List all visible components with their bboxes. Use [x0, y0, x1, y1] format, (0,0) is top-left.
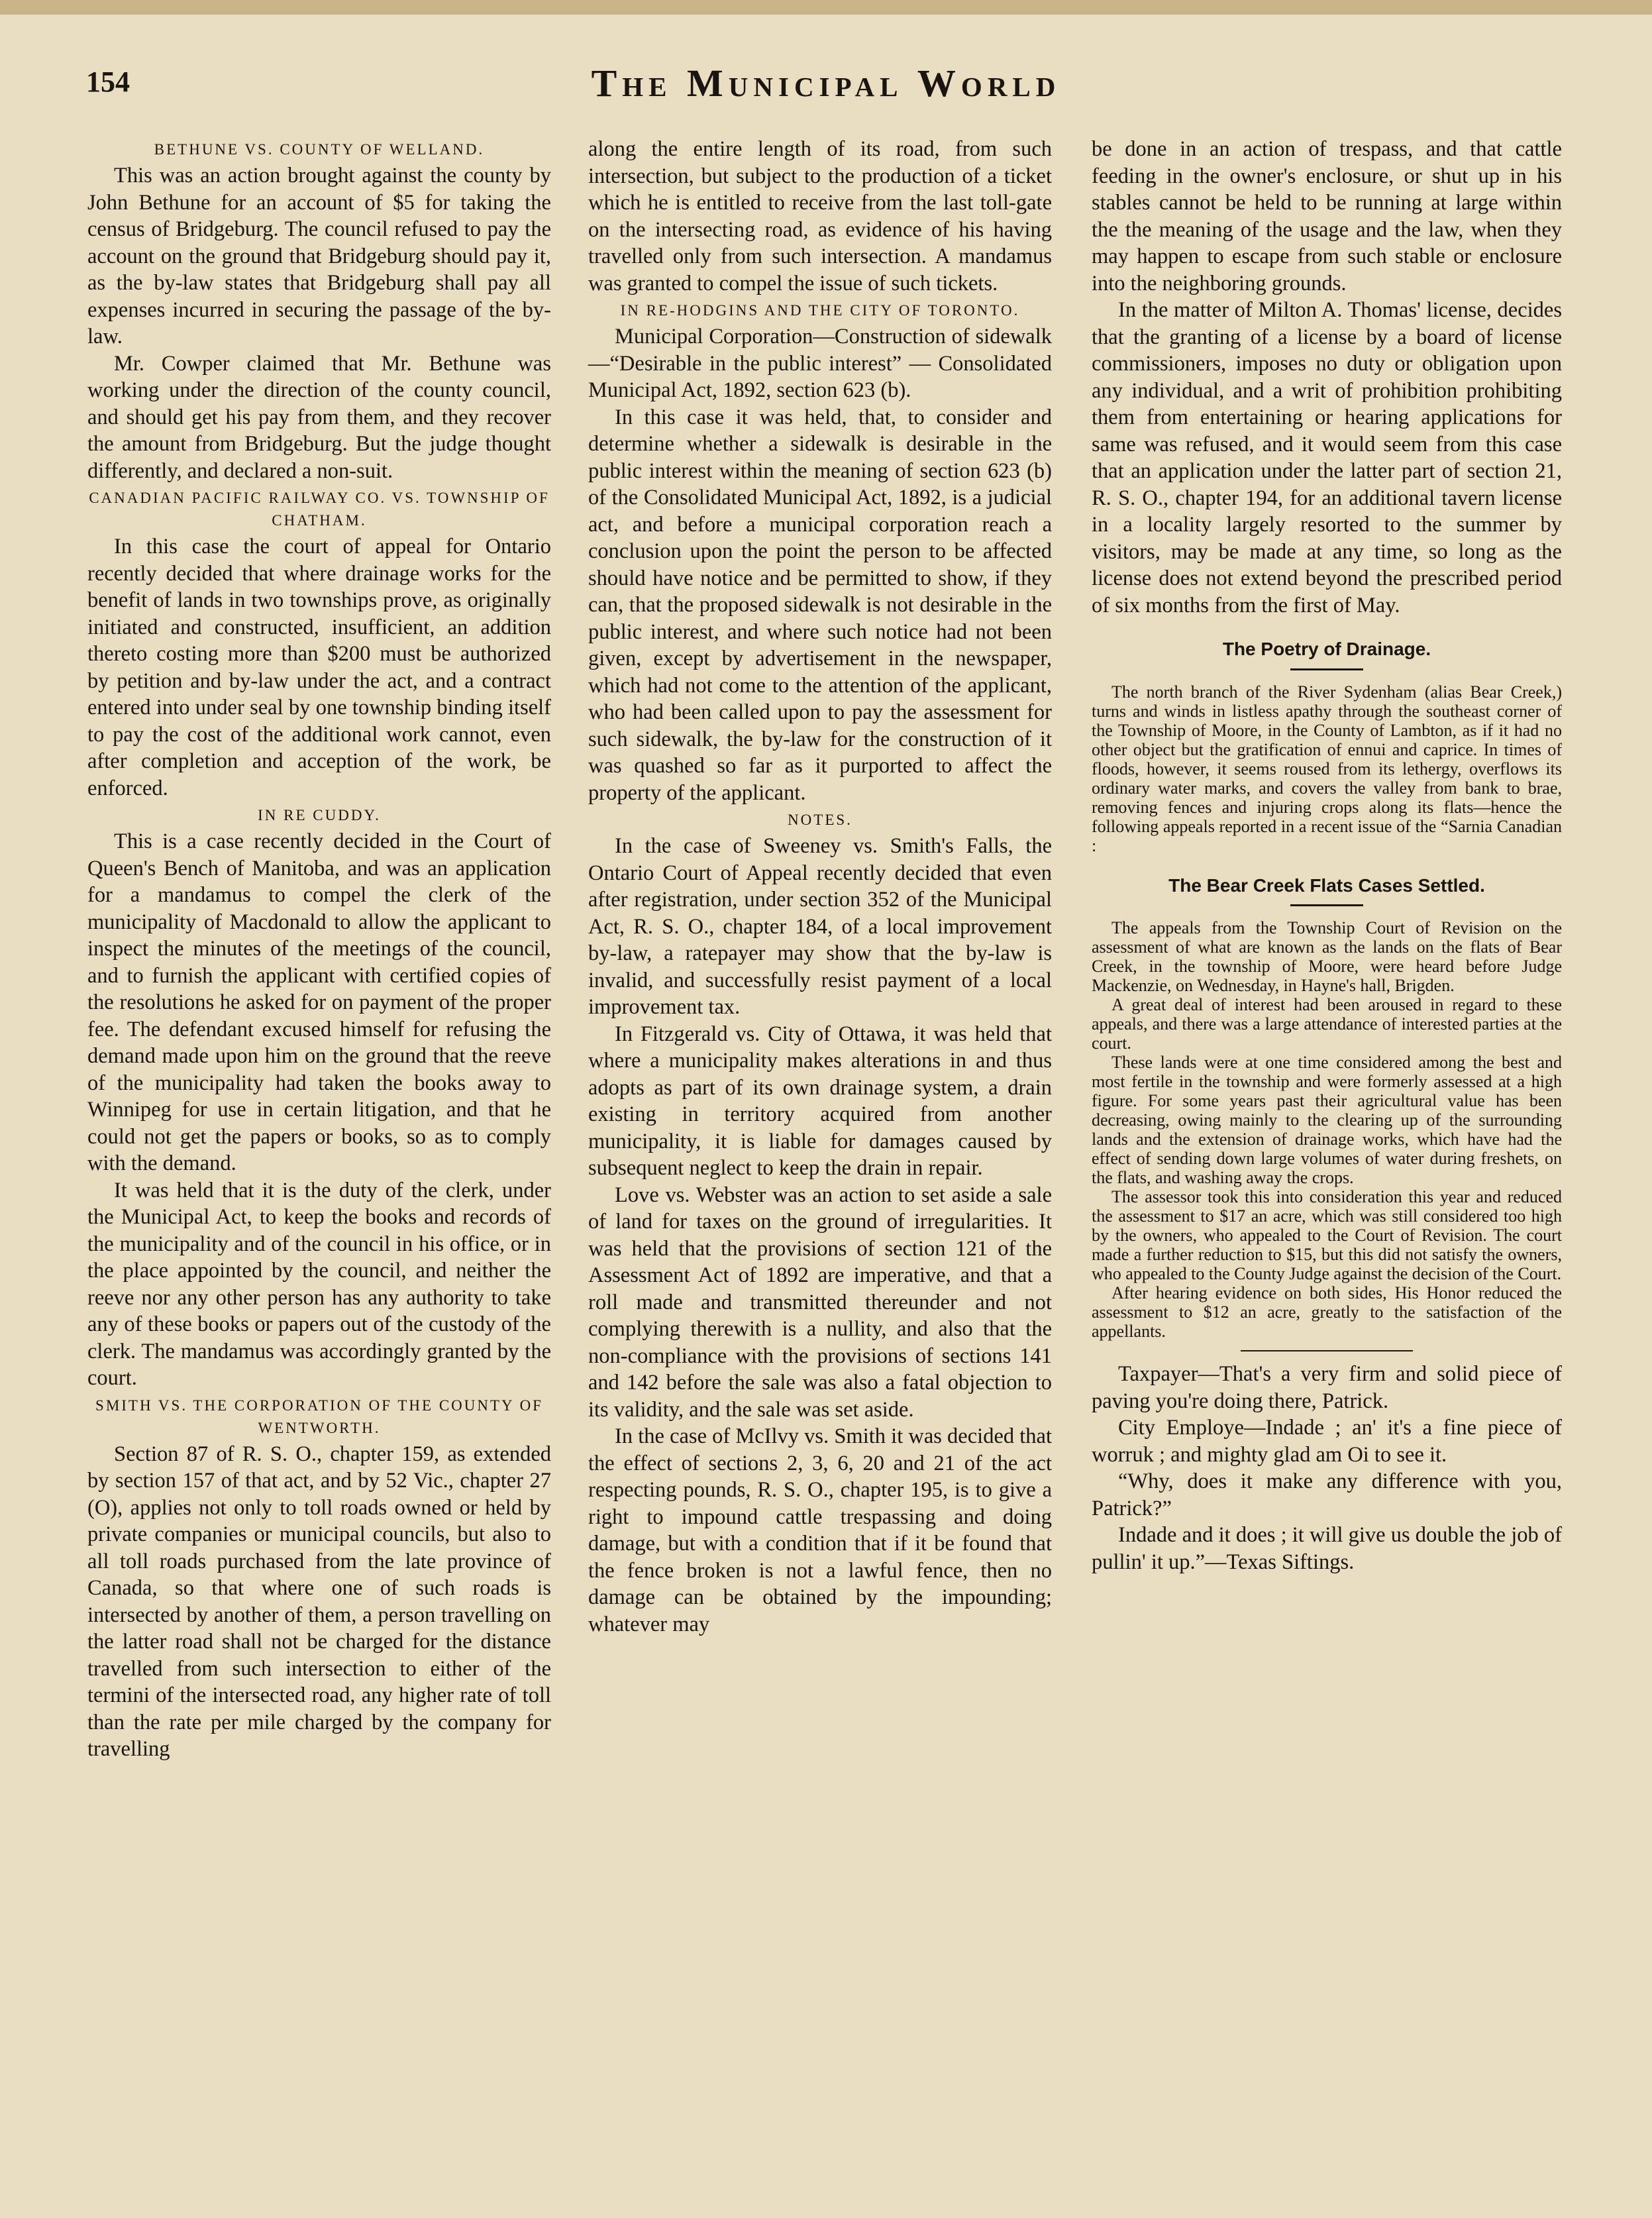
column-left [87, 136, 551, 1763]
paragraph: City Employe—Indade ; an' it's a fine piece of worruk ; and mighty glad am Oi to see it. [1092, 1416, 1562, 1467]
paragraph: In the case of McIlvy vs. Smith it was decided that the effect of sections 2, 3, 6, 20 and 21 of the act respecting pounds, R. S. O., chapter 195, is to give a right to impound cattle trespassing and doing damage, but with a condition that if it be found that the fence broken is not a lawful fence, then no damage can be obtained by the impounding; whatever may [588, 1424, 1052, 1636]
paragraph: In this case it was held, that, to consider and determine whether a sidewalk is desirable in the public interest within the meaning of section 623 (b) of the Consolidated Municipal Act, 1892, is a judicial act, and before a municipal corporation reach a conclusion upon the point the person to be affected should have notice and be permitted to show, if they can, that the proposed sidewalk is not desirable in the public interest, and where such notice had not been given, except by advertisement in the newspaper, which had not come to the attention of the applicant, who had been called upon to pay the assessment for such sidewalk, the by-law for the construction of it was quashed so far as it purported to affect the property of the applicant. [588, 405, 1052, 805]
paragraph: These lands were at one time considered among the best and most fertile in the township and were formerly assessed at a high figure. For some years past their agricultural value has been decreasing, owing mainly to the clearing up of the surrounding lands and the extension of drainage works, which have had the effect of sending down large volumes of water during freshets, on the flats, and washing away the crops. [1092, 1053, 1562, 1187]
paragraph: Mr. Cowper claimed that Mr. Bethune was working under the direction of the county council, and should get his pay from them, and they recover the amount from Bridgeburg. But the judge thought differently, and declared a non-suit. [87, 351, 551, 483]
column-right [1092, 136, 1562, 1575]
paragraph: A great deal of interest had been aroused in regard to these appeals, and there was a large attendance of interested parties at the court. [1092, 995, 1562, 1053]
column-middle [588, 136, 1052, 1638]
case-heading: IN RE-HODGINS AND THE CITY OF TORONTO. [620, 302, 1020, 319]
paragraph: along the entire length of its road, from such intersection, but subject to the production of a ticket which he is entitled to receive from the last toll-gate on the intersecting road, as evidence of his having travelled only from such intersection. A mandamus was granted to compel the issue of such tickets. [588, 137, 1052, 295]
notes-heading: NOTES. [788, 812, 852, 828]
divider [1290, 668, 1363, 670]
paragraph: It was held that it is the duty of the clerk, under the Municipal Act, to keep the books and records of the municipality and of the council in his office, or in the place appointed by the council, and neither the reeve nor any other person has any authority to take any of these books or papers out of the custody of the clerk. The mandamus was accordingly granted by the court. [87, 1178, 551, 1390]
publication-title: The Municipal World [591, 62, 1061, 105]
paragraph: be done in an action of trespass, and that cattle feeding in the owner's enclosure, or shut up in his stables cannot be held to be running at large within the the meaning of the usage and the law, when they may happen to escape from such stable or enclosure into the neighboring grounds. [1092, 137, 1562, 295]
case-heading: BETHUNE VS. COUNTY OF WELLAND. [154, 141, 485, 158]
paragraph: Municipal Corporation—Construction of sidewalk—“Desirable in the public interest” — Consolidated Municipal Act, 1892, section 623 (b). [588, 325, 1052, 402]
paragraph: This was an action brought against the county by John Bethune for an account of $5 for taking the census of Bridgeburg. The council refused to pay the account on the ground that Bridgeburg should pay it, as the by-law states that Bridgeburg shall pay all expenses incurred in securing the passage of the by-law. [87, 164, 551, 348]
section-title: The Bear Creek Flats Cases Settled. [1168, 874, 1485, 896]
case-heading: SMITH VS. THE CORPORATION OF THE COUNTY OF WENTWORTH. [95, 1397, 543, 1436]
page-number: 154 [86, 66, 130, 98]
paragraph: The appeals from the Township Court of Revision on the assessment of what are known as the lands on the flats of Bear Creek, in the township of Moore, were heard before Judge Mackenzie, on Wednesday, in Hayne's hall, Brigden. [1092, 918, 1562, 995]
section-title: The Poetry of Drainage. [1222, 639, 1431, 659]
divider [1241, 1350, 1413, 1351]
paragraph: In the case of Sweeney vs. Smith's Falls, the Ontario Court of Appeal recently decided that even after registration, under section 352 of the Municipal Act, R. S. O., chapter 184, of a local improvement by-law, a ratepayer may show that the by-law is invalid, and successfully resist payment of a local improvement tax. [588, 834, 1052, 1019]
divider [1290, 904, 1363, 906]
paragraph: Love vs. Webster was an action to set aside a sale of land for taxes on the ground of irregularities. It was held that the provisions of section 121 of the Assessment Act of 1892 are imperative, and that a roll made and transmitted thereunder and not complying therewith is a nullity, and also that the non-compliance with the provisions of sections 141 and 142 before the sale was also a fatal objection to its validity, and the sale was set aside. [588, 1183, 1052, 1422]
paragraph: “Why, does it make any difference with you, Patrick?” [1092, 1469, 1562, 1520]
paragraph: In this case the court of appeal for Ontario recently decided that where drainage works for the benefit of lands in two townships prove, as originally initiated and constructed, insufficient, an addition thereto costing more than $200 must be authorized by petition and by-law under the act, and a contract entered into under seal by one township binding itself to pay the cost of the additional work cannot, even after completion and acception of the work, be enforced. [87, 535, 551, 800]
paragraph: In the matter of Milton A. Thomas' license, decides that the granting of a license by a board of license commissioners, imposes no duty or obligation upon any individual, and a writ of prohibition prohibiting them from entertaining or hearing applications for same was refused, and it would seem from this case that an application under the latter part of section 21, R. S. O., chapter 194, for an additional tavern license in a locality largely resorted to the summer by visitors, may be made at any time, so long as the license does not extend beyond the prescribed period of six months from the first of May. [1092, 298, 1562, 617]
paragraph: In Fitzgerald vs. City of Ottawa, it was held that where a municipality makes alterations in and thus adopts as part of its own drainage system, a drain existing in territory acquired from another municipality, it is liable for damages caused by subsequent neglect to keep the drain in repair. [588, 1022, 1052, 1180]
paragraph: Taxpayer—That's a very firm and solid piece of paving you're doing there, Patrick. [1092, 1362, 1562, 1413]
paragraph: This is a case recently decided in the Court of Queen's Bench of Manitoba, and was an application for a mandamus to compel the clerk of the municipality of Macdonald to allow the applicant to inspect the minutes of the meetings of the council, and to furnish the applicant with certified copies of the resolutions he asked for on payment of the proper fee. The defendant excused himself for refusing the demand made upon him on the ground that the reeve of the municipality had taken the books away to Winnipeg for use in certain litigation, and that he could not get the papers or books, so as to comply with the demand. [87, 829, 551, 1175]
paragraph: The assessor took this into consideration this year and reduced the assessment to $17 an acre, which was still considered too high by the owners, who appealed to the Court of Revision. The court made a further reduction to $15, but this did not satisfy the owners, who appealed to the County Judge against the decision of the Court. [1092, 1187, 1562, 1283]
quoted-article [1092, 682, 1562, 855]
quoted-article [1092, 918, 1562, 1341]
paragraph: Section 87 of R. S. O., chapter 159, as extended by section 157 of that act, and by 52 Vic., chapter 27 (O), applies not only to toll roads owned or held by private companies or municipal councils, but also to all toll roads purchased from the late province of Canada, so that where one of such roads is intersected by another of them, a person travelling on the latter road shall not be charged for the distance travelled from such intersection to either of the termini of the intersected road, any higher rate of toll than the rate per mile charged by the company for travelling [87, 1442, 551, 1761]
paragraph: After hearing evidence on both sides, His Honor reduced the assessment to $12 an acre, greatly to the satisfaction of the appellants. [1092, 1283, 1562, 1341]
paragraph: The north branch of the River Sydenham (alias Bear Creek,) turns and winds in listless apathy through the southeast corner of the Township of Moore, in the County of Lambton, as if it had no other object but the gratification of ennui and caprice. In times of floods, however, it seems roused from its lethergy, overflows its ordinary water marks, and covers the valley from bank to brae, removing fences and injuring crops along its flats—hence the following appeals reported in a recent issue of the “Sarnia Canadian : [1092, 682, 1562, 855]
case-heading: CANADIAN PACIFIC RAILWAY CO. VS. TOWNSHIP OF CHATHAM. [89, 490, 550, 529]
paragraph: Indade and it does ; it will give us double the job of pullin' it up.”—Texas Siftings. [1092, 1523, 1562, 1574]
case-heading: IN RE CUDDY. [258, 807, 381, 823]
masthead [0, 0, 1652, 126]
